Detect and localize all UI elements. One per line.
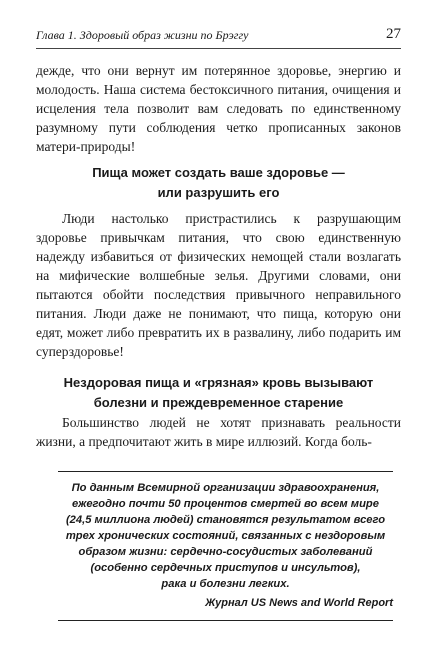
quote-line: (24,5 миллиона людей) становятся результатом всего xyxy=(65,514,386,526)
sidebar-quote xyxy=(58,480,393,592)
heading-line: болезни и преждевременное старение xyxy=(93,395,344,410)
quote-line: ежегодно почти 50 процентов смертей во всем мире xyxy=(72,498,379,510)
quote-bottom-rule xyxy=(58,620,393,621)
quote-top-rule xyxy=(58,471,393,472)
quote-line: рака и болезни легких. xyxy=(161,578,290,590)
chapter-title: Глава 1. Здоровый образ жизни по Брэггу xyxy=(36,28,249,42)
paragraph-illusions: Большинство людей не хотят признавать реальности жизни, а предпочитают жить в мире иллюзий. Когда боль- xyxy=(36,415,401,449)
section-heading-unhealthy-food xyxy=(36,373,401,413)
quote-line: трех хронических состояний, связанных с нездоровым xyxy=(65,530,386,542)
quote-line: образом жизни: сердечно-сосудистых заболеваний xyxy=(78,546,373,558)
quote-line: (особенно сердечных приступов и инсультов), xyxy=(90,562,361,574)
running-header xyxy=(36,26,401,49)
paragraph-continuation: дежде, что они вернут им потерянное здоровье, энергию и молодость. Наша система бестоксичного питания, очищения и исцеления тела позволит вам следовать по единственному разумному пути соблюдения четко прописанных законов матери-природы! xyxy=(36,63,401,154)
quote-source: Журнал US News and World Report xyxy=(205,597,393,609)
quote-line: По данным Всемирной организации здравоохранения, xyxy=(71,482,380,494)
page-number: 27 xyxy=(386,26,401,42)
heading-line: Нездоровая пища и «грязная» кровь вызывают xyxy=(63,375,374,390)
heading-line: Пища может создать ваше здоровье — xyxy=(92,165,345,180)
section-heading-food-health xyxy=(36,163,401,203)
paragraph-addiction: Люди настолько пристрастились к разрушающим здоровье привычкам питания, что свою единственную надежду избавиться от физических немощей стали возлагать на мифические волшебные зелья. Другими словами, они пытаются обойти последствия привычного неправильного питания. Люди даже не понимают, что пища, которую они едят, может либо превратить их в развалину, либо подарить им суперздоровье! xyxy=(36,211,401,359)
heading-line: или разрушить его xyxy=(157,185,280,200)
